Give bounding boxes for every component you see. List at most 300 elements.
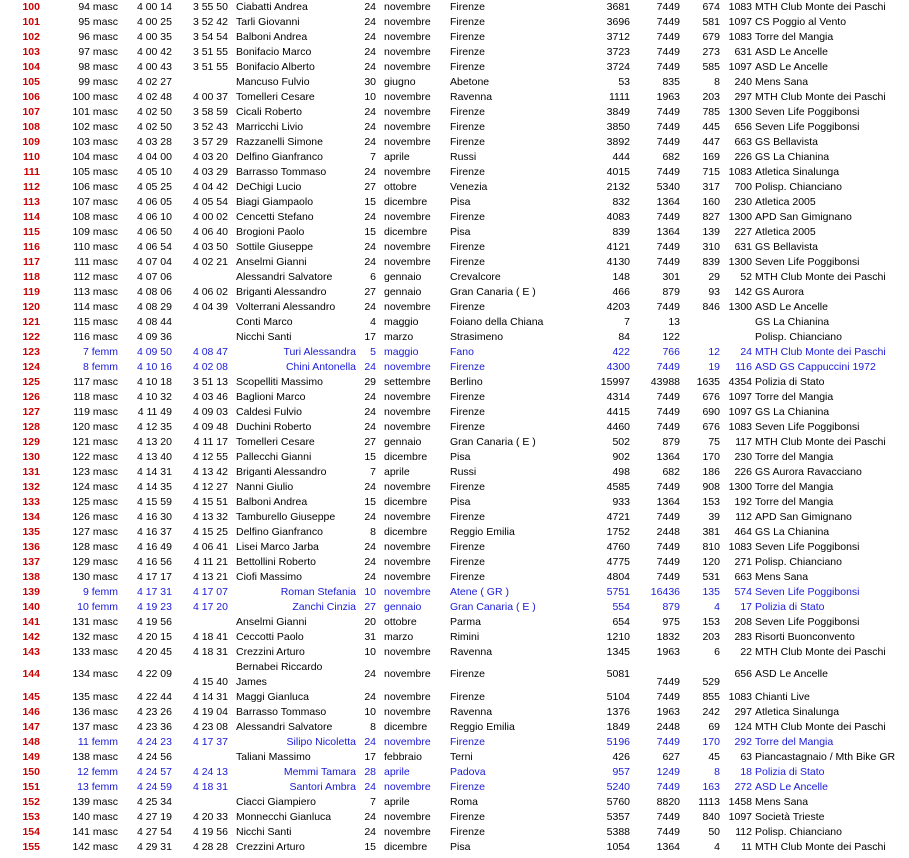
net-time-cell: 4 05 54: [192, 196, 228, 208]
overall-rank-cell: 3849: [606, 106, 630, 118]
city-cell: Gran Canaria ( E ): [450, 286, 536, 298]
category-total-cell: 226: [734, 151, 752, 163]
city-cell: Firenze: [450, 106, 486, 118]
category-total-cell: 116: [735, 361, 752, 373]
club-cell: Atletica 2005: [755, 226, 816, 238]
position-cell: 135: [22, 526, 40, 538]
category-total-cell: 1083: [728, 421, 752, 433]
month-cell: novembre: [384, 136, 431, 148]
month-cell: gennaio: [384, 601, 422, 613]
category-rank-cell: 679: [702, 31, 720, 43]
city-cell: Firenze: [450, 1, 486, 13]
city-cell: Ravenna: [450, 706, 493, 718]
category-cell: 96 masc: [78, 31, 118, 43]
table-row: [0, 225, 909, 240]
overall-rank-cell: 5081: [606, 668, 630, 680]
month-cell: novembre: [384, 826, 431, 838]
club-cell: ASD Le Ancelle: [755, 781, 828, 793]
time-cell: 4 08 29: [136, 301, 172, 313]
time-cell: 4 11 49: [137, 406, 172, 418]
athlete-name-cell: Tarli Giovanni: [236, 16, 300, 28]
time-cell: 4 08 44: [136, 316, 172, 328]
club-cell: GS La Chianina: [755, 526, 830, 538]
total-finishers-cell: 7449: [656, 571, 680, 583]
time-cell: 4 29 31: [136, 841, 172, 853]
time-cell: 4 00 35: [136, 31, 172, 43]
net-time-cell: 3 51 55: [192, 46, 228, 58]
athlete-name-cell: Nicchi Santi: [236, 331, 292, 343]
city-cell: Firenze: [450, 256, 486, 268]
month-cell: novembre: [384, 16, 431, 28]
club-cell: APD San Gimignano: [755, 511, 852, 523]
category-rank-cell: 170: [702, 451, 720, 463]
month-cell: marzo: [384, 331, 414, 343]
table-row: [0, 810, 909, 825]
net-time-cell: 4 15 25: [192, 526, 228, 538]
athlete-name-cell: Marricchi Livio: [236, 121, 304, 133]
athlete-name-cell: Caldesi Fulvio: [236, 406, 302, 418]
athlete-name-cell: Turi Alessandra: [283, 346, 356, 358]
net-time-cell: 4 17 07: [192, 586, 228, 598]
position-cell: 127: [22, 406, 40, 418]
category-rank-cell: 1635: [696, 376, 720, 388]
category-cell: 106 masc: [72, 181, 118, 193]
overall-rank-cell: 554: [612, 601, 630, 613]
overall-rank-cell: 4015: [606, 166, 630, 178]
overall-rank-cell: 3723: [606, 46, 630, 58]
city-cell: Firenze: [450, 826, 486, 838]
table-row: [0, 285, 909, 300]
time-cell: 4 04 00: [136, 151, 172, 163]
category-cell: 12 femm: [77, 766, 118, 778]
table-row: [0, 795, 909, 810]
position-cell: 132: [22, 481, 40, 493]
category-cell: 111 masc: [74, 256, 118, 268]
category-rank-cell: 447: [702, 136, 720, 148]
time-cell: 4 27 19: [136, 811, 172, 823]
category-cell: 8 femm: [82, 361, 118, 373]
athlete-name-cell: Ciofi Massimo: [236, 571, 302, 583]
month-cell: novembre: [384, 511, 431, 523]
position-cell: 143: [22, 646, 40, 658]
total-finishers-cell: 5340: [656, 181, 680, 193]
total-finishers-cell: 7449: [656, 106, 680, 118]
category-total-cell: 700: [734, 181, 752, 193]
total-finishers-cell: 7449: [656, 691, 680, 703]
category-rank-cell: 810: [702, 541, 720, 553]
table-row: [0, 780, 909, 795]
total-finishers-cell: 879: [662, 436, 680, 448]
position-cell: 118: [23, 271, 40, 283]
total-finishers-cell: 682: [662, 151, 680, 163]
club-cell: ASD Le Ancelle: [755, 46, 828, 58]
category-rank-cell: 581: [702, 16, 720, 28]
club-cell: MTH Club Monte dei Paschi: [755, 721, 886, 733]
net-time-cell: 4 09 03: [192, 406, 228, 418]
net-time-cell: 4 19 56: [192, 826, 228, 838]
month-cell: novembre: [384, 46, 431, 58]
time-cell: 4 02 50: [136, 106, 172, 118]
category-total-cell: 1097: [728, 61, 752, 73]
overall-rank-cell: 933: [612, 496, 630, 508]
city-cell: Ravenna: [450, 646, 493, 658]
overall-rank-cell: 5104: [606, 691, 630, 703]
position-cell: 155: [22, 841, 40, 853]
day-cell: 28: [364, 766, 376, 778]
total-finishers-cell: 7449: [656, 211, 680, 223]
overall-rank-cell: 4130: [606, 256, 630, 268]
day-cell: 24: [364, 31, 376, 43]
month-cell: novembre: [384, 481, 431, 493]
month-cell: maggio: [384, 346, 419, 358]
day-cell: 17: [364, 331, 376, 343]
club-cell: Mens Sana: [755, 76, 809, 88]
time-cell: 4 09 36: [136, 331, 172, 343]
athlete-name-cell: DeChigi Lucio: [236, 181, 302, 193]
city-cell: Gran Canaria ( E ): [450, 436, 536, 448]
position-cell: 154: [22, 826, 40, 838]
city-cell: Pisa: [450, 841, 471, 853]
category-cell: 99 masc: [78, 76, 118, 88]
month-cell: novembre: [384, 211, 431, 223]
category-cell: 133 masc: [72, 646, 118, 658]
category-rank-cell: 908: [702, 481, 720, 493]
day-cell: 15: [364, 226, 376, 238]
day-cell: 24: [364, 211, 376, 223]
day-cell: 24: [364, 736, 376, 748]
time-cell: 4 20 15: [136, 631, 172, 643]
category-cell: 126 masc: [72, 511, 118, 523]
city-cell: Crevalcore: [450, 271, 501, 283]
athlete-name-cell: Biagi Giampaolo: [236, 196, 314, 208]
city-cell: Russi: [450, 466, 477, 478]
table-row: [0, 165, 909, 180]
position-cell: 148: [22, 736, 40, 748]
time-cell: 4 19 56: [136, 616, 172, 628]
time-cell: 4 06 10: [136, 211, 172, 223]
category-rank-cell: 6: [714, 646, 720, 658]
overall-rank-cell: 2132: [606, 181, 630, 193]
category-cell: 109 masc: [72, 226, 118, 238]
category-cell: 7 femm: [82, 346, 118, 358]
category-cell: 134 masc: [72, 668, 118, 680]
category-total-cell: 1300: [728, 256, 752, 268]
net-time-cell: 4 00 02: [192, 211, 228, 223]
category-rank-cell: 50: [708, 826, 720, 838]
position-cell: 105: [22, 76, 40, 88]
club-cell: MTH Club Monte dei Paschi: [755, 841, 886, 853]
day-cell: 29: [364, 376, 376, 388]
table-row: [0, 15, 909, 30]
overall-rank-cell: 832: [612, 196, 630, 208]
month-cell: maggio: [384, 316, 419, 328]
month-cell: novembre: [384, 241, 431, 253]
category-cell: 95 masc: [78, 16, 118, 28]
athlete-name-cell: Bonifacio Marco: [236, 46, 312, 58]
table-row: [0, 300, 909, 315]
day-cell: 15: [364, 496, 376, 508]
day-cell: 24: [364, 121, 376, 133]
day-cell: 15: [364, 451, 376, 463]
city-cell: Firenze: [450, 541, 486, 553]
day-cell: 20: [364, 616, 376, 628]
category-rank-cell: 381: [702, 526, 720, 538]
table-row: [0, 690, 909, 705]
overall-rank-cell: 654: [612, 616, 630, 628]
position-cell: 112: [23, 181, 40, 193]
category-rank-cell: 715: [702, 166, 720, 178]
position-cell: 120: [22, 301, 40, 313]
time-cell: 4 24 56: [136, 751, 172, 763]
city-cell: Firenze: [450, 781, 486, 793]
city-cell: Firenze: [450, 16, 486, 28]
position-cell: 151: [22, 781, 40, 793]
athlete-name-cell: Anselmi Gianni: [236, 256, 307, 268]
net-time-cell: 3 55 50: [192, 1, 228, 13]
category-total-cell: 1300: [728, 301, 752, 313]
time-cell: 4 16 56: [136, 556, 172, 568]
month-cell: gennaio: [384, 436, 422, 448]
position-cell: 142: [22, 631, 40, 643]
overall-rank-cell: 4721: [606, 511, 630, 523]
category-total-cell: 631: [734, 46, 752, 58]
month-cell: novembre: [384, 691, 431, 703]
club-cell: GS La Chianina: [755, 406, 830, 418]
position-cell: 102: [22, 31, 40, 43]
category-total-cell: 1097: [728, 16, 752, 28]
net-time-cell: 3 54 54: [192, 31, 228, 43]
overall-rank-cell: 902: [612, 451, 630, 463]
total-finishers-cell: 7449: [656, 166, 680, 178]
day-cell: 24: [364, 391, 376, 403]
net-time-cell: 3 51 55: [192, 61, 228, 73]
position-cell: 130: [22, 451, 40, 463]
net-time-cell: 4 02 21: [192, 256, 228, 268]
table-row: [0, 60, 909, 75]
month-cell: aprile: [384, 796, 410, 808]
category-total-cell: 297: [734, 91, 752, 103]
club-cell: Società Trieste: [755, 811, 825, 823]
month-cell: ottobre: [384, 181, 417, 193]
athlete-name-cell: Scopelliti Massimo: [236, 376, 323, 388]
category-total-cell: 24: [740, 346, 752, 358]
time-cell: 4 07 04: [136, 256, 172, 268]
time-cell: 4 13 20: [136, 436, 172, 448]
club-cell: Mens Sana: [755, 796, 809, 808]
category-cell: 112 masc: [73, 271, 118, 283]
time-cell: 4 17 31: [136, 586, 172, 598]
month-cell: ottobre: [384, 616, 417, 628]
club-cell: MTH Club Monte dei Paschi: [755, 436, 886, 448]
category-total-cell: 112: [735, 826, 752, 838]
position-cell: 124: [22, 361, 40, 373]
city-cell: Terni: [450, 751, 473, 763]
overall-rank-cell: 444: [612, 151, 630, 163]
time-cell: 4 09 50: [136, 346, 172, 358]
table-row: [0, 195, 909, 210]
table-row: [0, 330, 909, 345]
total-finishers-cell: 2448: [656, 526, 680, 538]
time-cell: 4 16 30: [136, 511, 172, 523]
total-finishers-cell: 1832: [656, 631, 680, 643]
table-row: [0, 480, 909, 495]
day-cell: 24: [364, 16, 376, 28]
club-cell: APD San Gimignano: [755, 211, 852, 223]
month-cell: aprile: [384, 466, 410, 478]
position-cell: 145: [22, 691, 40, 703]
month-cell: dicembre: [384, 226, 428, 238]
city-cell: Firenze: [450, 556, 486, 568]
category-total-cell: 142: [734, 286, 752, 298]
table-row: [0, 315, 909, 330]
category-cell: 136 masc: [72, 706, 118, 718]
time-cell: 4 16 49: [136, 541, 172, 553]
category-cell: 140 masc: [72, 811, 118, 823]
city-cell: Pisa: [450, 496, 471, 508]
city-cell: Pisa: [450, 196, 471, 208]
net-time-cell: 4 19 04: [192, 706, 228, 718]
club-cell: Polizia di Stato: [755, 766, 825, 778]
category-total-cell: 117: [735, 436, 752, 448]
athlete-name-cell: Balboni Andrea: [236, 496, 308, 508]
category-cell: 118 masc: [73, 391, 118, 403]
day-cell: 24: [364, 541, 376, 553]
overall-rank-cell: 7: [624, 316, 630, 328]
time-cell: 4 00 25: [136, 16, 172, 28]
category-rank-cell: 827: [702, 211, 720, 223]
club-cell: Torre del Mangia: [755, 481, 834, 493]
athlete-name-cell: Cicali Roberto: [236, 106, 302, 118]
day-cell: 7: [370, 151, 376, 163]
time-cell: 4 24 59: [136, 781, 172, 793]
month-cell: novembre: [384, 361, 431, 373]
net-time-cell: 4 12 55: [192, 451, 228, 463]
category-cell: 141 masc: [72, 826, 118, 838]
category-rank-cell: 785: [702, 106, 720, 118]
position-cell: 107: [22, 106, 40, 118]
table-row: [0, 660, 909, 690]
category-rank-cell: 153: [702, 496, 720, 508]
day-cell: 24: [364, 361, 376, 373]
month-cell: dicembre: [384, 196, 428, 208]
position-cell: 108: [22, 121, 40, 133]
category-cell: 119 masc: [73, 406, 118, 418]
position-cell: 100: [22, 1, 40, 13]
day-cell: 5: [370, 346, 376, 358]
category-total-cell: 230: [734, 451, 752, 463]
time-cell: 4 25 34: [136, 796, 172, 808]
net-time-cell: 4 09 48: [192, 421, 228, 433]
city-cell: Firenze: [450, 691, 486, 703]
position-cell: 123: [22, 346, 40, 358]
month-cell: novembre: [384, 391, 431, 403]
total-finishers-cell: 682: [662, 466, 680, 478]
table-row: [0, 585, 909, 600]
net-time-cell: 4 23 08: [192, 721, 228, 733]
club-cell: Seven Life Poggibonsi: [755, 121, 860, 133]
day-cell: 27: [364, 601, 376, 613]
category-cell: 121 masc: [72, 436, 118, 448]
total-finishers-cell: 1364: [656, 841, 680, 853]
day-cell: 24: [364, 46, 376, 58]
net-time-cell: 3 57 29: [192, 136, 228, 148]
club-cell: MTH Club Monte dei Paschi: [755, 91, 886, 103]
position-cell: 125: [22, 376, 40, 388]
overall-rank-cell: 4314: [606, 391, 630, 403]
net-time-cell: 4 03 20: [192, 151, 228, 163]
month-cell: aprile: [384, 151, 410, 163]
category-total-cell: 230: [734, 196, 752, 208]
day-cell: 27: [364, 286, 376, 298]
table-row: [0, 600, 909, 615]
category-rank-cell: 310: [702, 241, 720, 253]
total-finishers-cell: 1364: [656, 496, 680, 508]
position-cell: 139: [22, 586, 40, 598]
club-cell: CS Poggio al Vento: [755, 16, 847, 28]
month-cell: settembre: [384, 376, 431, 388]
overall-rank-cell: 466: [612, 286, 630, 298]
time-cell: 4 10 16: [136, 361, 172, 373]
athlete-name-cell: Baglioni Marco: [236, 391, 306, 403]
category-total-cell: 1300: [728, 106, 752, 118]
club-cell: GS La Chianina: [755, 316, 830, 328]
table-row: [0, 120, 909, 135]
overall-rank-cell: 3712: [606, 31, 630, 43]
table-row: [0, 630, 909, 645]
day-cell: 7: [370, 796, 376, 808]
category-total-cell: 1097: [728, 811, 752, 823]
position-cell: 114: [23, 211, 40, 223]
category-total-cell: 1083: [728, 166, 752, 178]
category-rank-cell: 120: [702, 556, 720, 568]
table-row: [0, 825, 909, 840]
table-row: [0, 240, 909, 255]
day-cell: 24: [364, 811, 376, 823]
total-finishers-cell: 8820: [656, 796, 680, 808]
category-rank-cell: 29: [708, 271, 720, 283]
club-cell: GS Aurora Ravacciano: [755, 466, 862, 478]
day-cell: 24: [364, 571, 376, 583]
position-cell: 117: [23, 256, 40, 268]
club-cell: MTH Club Monte dei Paschi: [755, 646, 886, 658]
month-cell: novembre: [384, 541, 431, 553]
club-cell: ASD Le Ancelle: [755, 668, 828, 680]
table-row: [0, 450, 909, 465]
athlete-name-cell: Roman Stefania: [280, 586, 356, 598]
category-total-cell: 192: [734, 496, 752, 508]
time-cell: 4 23 26: [136, 706, 172, 718]
month-cell: novembre: [384, 121, 431, 133]
club-cell: MTH Club Monte dei Paschi: [755, 1, 886, 13]
category-cell: 98 masc: [78, 61, 118, 73]
month-cell: novembre: [384, 106, 431, 118]
athlete-name-cell: Maggi Gianluca: [236, 691, 309, 703]
city-cell: Strasimeno: [450, 331, 504, 343]
month-cell: novembre: [384, 1, 431, 13]
net-time-cell: 4 17 20: [192, 601, 228, 613]
net-time-cell: 3 58 59: [192, 106, 228, 118]
category-rank-cell: 39: [708, 511, 720, 523]
net-time-cell: 4 03 29: [192, 166, 228, 178]
city-cell: Firenze: [450, 61, 486, 73]
day-cell: 24: [364, 406, 376, 418]
day-cell: 10: [364, 706, 376, 718]
position-cell: 116: [23, 241, 40, 253]
time-cell: 4 02 27: [136, 76, 172, 88]
position-cell: 129: [22, 436, 40, 448]
category-total-cell: 208: [734, 616, 752, 628]
city-cell: Ravenna: [450, 91, 493, 103]
